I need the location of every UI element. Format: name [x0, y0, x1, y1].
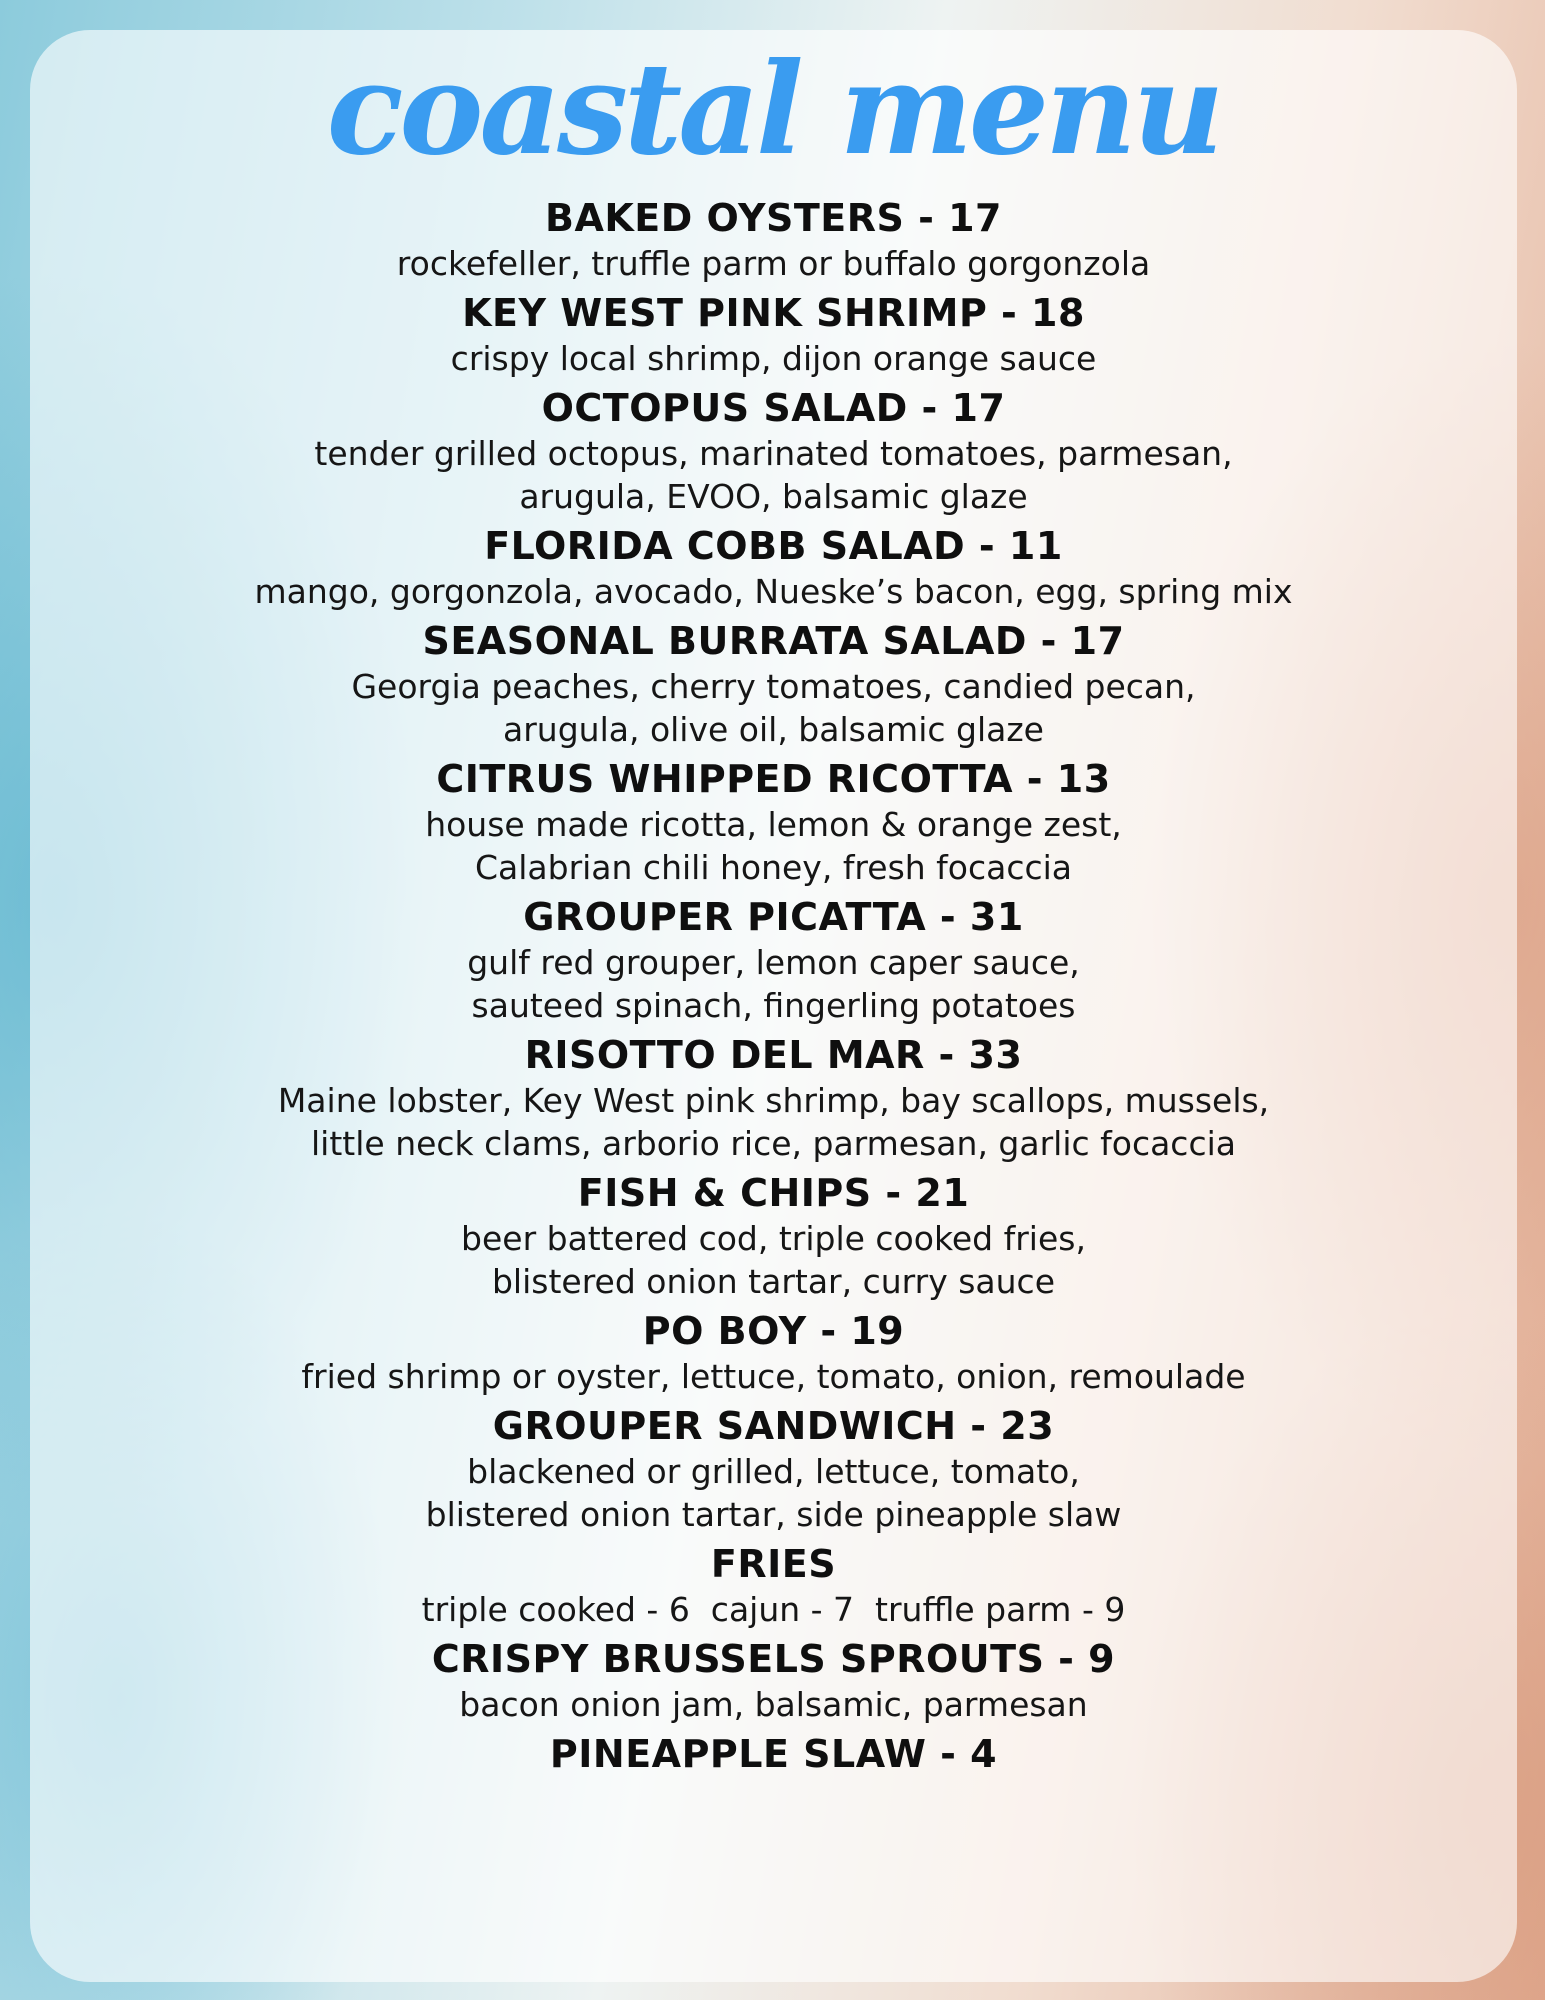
item-desc-line: beer battered cod, triple cooked fries,: [461, 1219, 1086, 1258]
item-desc-line: sauteed spinach, fingerling potatoes: [471, 986, 1076, 1025]
item-desc-line: tender grilled octopus, marinated tomatoes, parmesan,: [314, 434, 1233, 473]
menu-item: [30, 194, 1517, 285]
item-desc-line: arugula, EVOO, balsamic glaze: [519, 477, 1028, 516]
menu-item: [30, 1540, 1517, 1631]
item-name: GROUPER PICATTA - 31: [523, 895, 1024, 939]
item-desc-line: rockefeller, truffle parm or buffalo gorgonzola: [396, 244, 1151, 283]
item-desc-line: triple cooked - 6 cajun - 7 truffle parm - 9: [421, 1590, 1126, 1629]
item-name: BAKED OYSTERS - 17: [544, 196, 1002, 240]
item-desc-line: blackened or grilled, lettuce, tomato,: [467, 1452, 1080, 1491]
item-name: PO BOY - 19: [642, 1309, 905, 1353]
item-name: RISOTTO DEL MAR - 33: [524, 1033, 1023, 1077]
item-name: CITRUS WHIPPED RICOTTA - 13: [436, 757, 1111, 801]
item-name: PINEAPPLE SLAW - 4: [549, 1732, 998, 1776]
item-desc-line: gulf red grouper, lemon caper sauce,: [467, 943, 1080, 982]
item-desc-line: fried shrimp or oyster, lettuce, tomato, onion, remoulade: [301, 1357, 1246, 1396]
menu-item: [30, 1031, 1517, 1165]
menu-item: [30, 755, 1517, 889]
menu-item: [30, 617, 1517, 751]
item-desc-line: little neck clams, arborio rice, parmesan, garlic focaccia: [311, 1124, 1236, 1163]
item-name: FRIES: [710, 1542, 837, 1586]
item-name: SEASONAL BURRATA SALAD - 17: [422, 619, 1125, 663]
menu-item: [30, 289, 1517, 380]
menu-item: [30, 893, 1517, 1027]
item-desc-line: Georgia peaches, cherry tomatoes, candied pecan,: [351, 667, 1196, 706]
menu-item: [30, 1169, 1517, 1303]
item-name: CRISPY BRUSSELS SPROUTS - 9: [431, 1637, 1116, 1681]
menu-item: [30, 1635, 1517, 1726]
item-desc-line: mango, gorgonzola, avocado, Nueske’s bacon, egg, spring mix: [254, 572, 1293, 611]
menu-content: [30, 30, 1517, 1782]
item-desc-line: blistered onion tartar, side pineapple slaw: [425, 1495, 1122, 1534]
item-desc-line: crispy local shrimp, dijon orange sauce: [450, 339, 1097, 378]
item-name: KEY WEST PINK SHRIMP - 18: [462, 291, 1085, 335]
item-name: OCTOPUS SALAD - 17: [541, 386, 1006, 430]
item-name: FISH & CHIPS - 21: [577, 1171, 970, 1215]
menu-item: [30, 522, 1517, 613]
item-name: FLORIDA COBB SALAD - 11: [484, 524, 1063, 568]
item-desc-line: house made ricotta, lemon & orange zest,: [425, 805, 1122, 844]
item-desc-line: Calabrian chili honey, fresh focaccia: [474, 848, 1073, 887]
item-desc-line: Maine lobster, Key West pink shrimp, bay scallops, mussels,: [277, 1081, 1270, 1120]
menu-item: [30, 1307, 1517, 1398]
menu-title: coastal menu: [326, 35, 1221, 183]
item-name: GROUPER SANDWICH - 23: [492, 1404, 1055, 1448]
item-desc-line: blistered onion tartar, curry sauce: [491, 1262, 1055, 1301]
menu-item: [30, 384, 1517, 518]
item-desc-line: arugula, olive oil, balsamic glaze: [503, 710, 1044, 749]
menu-item: [30, 1402, 1517, 1536]
item-desc-line: bacon onion jam, balsamic, parmesan: [459, 1685, 1088, 1724]
menu-item: [30, 1730, 1517, 1778]
